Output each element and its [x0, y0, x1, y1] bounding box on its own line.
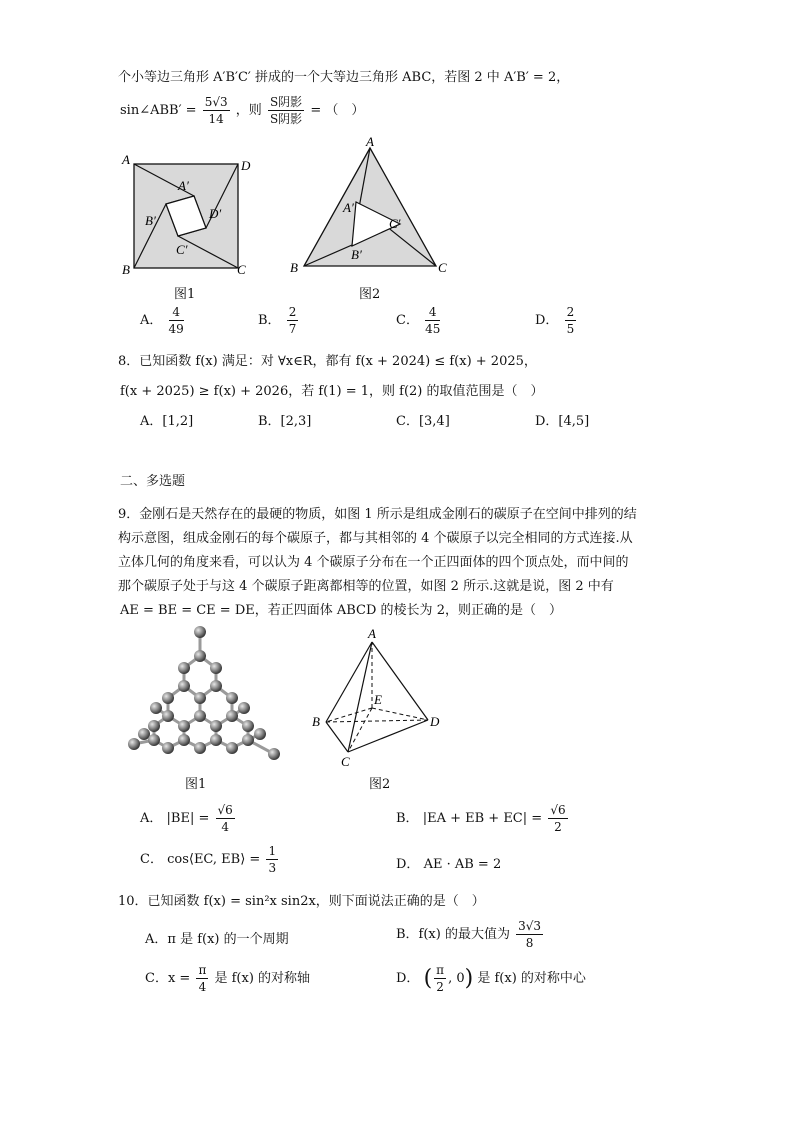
q7-option-a-letter: A．	[140, 313, 163, 328]
q8-line2: f(x + 2025) ≥ f(x) + 2026，若 f(1) = 1，则 f(2) 的取值范围是（ ）	[120, 384, 544, 399]
q9-option-b-den: 2	[554, 820, 562, 834]
q7-option-b-num: 2	[288, 305, 297, 319]
q9-line2: 构示意图，组成金刚石的每个碳原子，都与其相邻的 4 个碳原子以完全相同的方式连接.从	[118, 531, 633, 546]
q9-option-c-num: 1	[268, 844, 277, 858]
q9-option-b[interactable]	[396, 804, 570, 833]
q7-line1: 个小等边三角形 A′B′C′ 拼成的一个大等边三角形 ABC，若图 2 中 A′B′ = 2，	[118, 70, 570, 85]
q9-line5: AE = BE = CE = DE，若正四面体 ABCD 的棱长为 2，则正确的是（ ）	[120, 603, 562, 618]
q10-option-d-num: π	[436, 963, 445, 977]
q7-sin-fraction	[203, 96, 230, 125]
q10-option-c-den: 4	[198, 980, 207, 994]
q10-line1: 10．已知函数 f(x) = sin²x sin2x，则下面说法正确的是（ ）	[118, 894, 485, 909]
q10-option-c-num: π	[198, 963, 207, 977]
q7-fig1-caption: 图1	[174, 287, 196, 302]
tet-label-C: C	[341, 754, 350, 769]
q10-option-b[interactable]	[396, 920, 545, 949]
q10-option-d-letter: D．	[396, 971, 420, 986]
q9-option-d[interactable]	[396, 853, 501, 872]
q9-fig2-caption: 图2	[369, 777, 391, 792]
q10-option-b-text: B．f(x) 的最大值为	[396, 927, 510, 942]
q7-option-c[interactable]	[396, 306, 442, 335]
q8-option-d[interactable]: D．[4,5]	[535, 414, 590, 429]
q7-option-d-den: 5	[566, 322, 575, 336]
q7-ratio-tail: = （ ）	[310, 103, 365, 118]
q10-option-d[interactable]: D． ( $\frac{\pi}{2}$ , 0) 是 f(x) 的对称中心	[396, 963, 586, 994]
q7-option-d-letter: D．	[535, 313, 559, 328]
q7-figure2	[290, 134, 450, 278]
q9-option-c[interactable]	[140, 845, 280, 874]
fig1-label-C2: C′	[176, 242, 188, 257]
q7-line2	[120, 96, 364, 125]
q8-option-a[interactable]: A．[1,2]	[140, 414, 194, 429]
q7-sin-den: 14	[208, 112, 224, 126]
q9-option-b-expr: |EA + EB + EC| =	[422, 811, 543, 826]
q7-figure1	[118, 150, 258, 280]
q9-option-c-letter: C．	[140, 852, 163, 867]
q9-option-a-expr: |BE| =	[166, 811, 210, 826]
q8-option-c[interactable]: C．[3,4]	[396, 414, 450, 429]
tet-label-E: E	[374, 692, 382, 707]
fig1-label-C: C	[237, 262, 246, 277]
tet-label-D: D	[430, 714, 440, 729]
fig1-label-D2: D′	[209, 206, 222, 221]
q9-figure2-tetrahedron	[312, 628, 452, 768]
q7-option-d-num: 2	[566, 305, 575, 319]
q9-line1: 9．金刚石是天然存在的最硬的物质，如图 1 所示是组成金刚石的碳原子在空间中排列的结	[118, 507, 637, 522]
q9-option-d-expr: AE · AB = 2	[423, 857, 502, 872]
q7-option-c-num: 4	[425, 306, 440, 321]
fig2-label-C: C	[438, 260, 447, 275]
fig2-label-B2: B′	[351, 247, 362, 262]
q7-ratio-num: S阴影	[269, 95, 303, 109]
q9-option-a-den: 4	[221, 820, 229, 834]
fig2-label-A2: A′	[343, 200, 354, 215]
q9-line4: 那个碳原子处于与这 4 个碳原子距离都相等的位置，如图 2 所示.这就是说，图 2 中有	[118, 579, 614, 594]
q7-then: ，则	[235, 103, 262, 118]
fig1-label-A: A	[122, 152, 130, 167]
q10-option-a[interactable]: A．π 是 f(x) 的一个周期	[145, 932, 289, 947]
q7-ratio-fraction	[268, 96, 304, 125]
q9-option-b-letter: B．	[396, 811, 419, 826]
fig2-label-A: A	[366, 134, 374, 149]
q10-option-d-mid: , 0	[448, 971, 465, 986]
q7-option-c-letter: C．	[396, 313, 419, 328]
q7-option-b[interactable]	[258, 306, 300, 335]
section-title-multi-choice: 二、多选题	[120, 474, 186, 489]
q9-option-a-letter: A．	[140, 811, 163, 826]
fig1-label-B2: B′	[145, 213, 156, 228]
q10-option-b-num: 3√3	[518, 919, 542, 933]
q10-option-c-text: C．x =	[145, 971, 191, 986]
tet-label-A: A	[368, 626, 376, 641]
fig2-label-B: B	[290, 260, 298, 275]
q9-option-c-den: 3	[268, 861, 277, 875]
q9-figure1-diamond-lattice	[124, 622, 284, 762]
q7-fig2-caption: 图2	[359, 287, 381, 302]
q7-option-b-letter: B．	[258, 313, 281, 328]
q9-option-a[interactable]	[140, 804, 237, 833]
q7-option-c-den: 45	[425, 322, 441, 336]
q10-option-c[interactable]	[145, 964, 310, 993]
q7-sin-num: 5√3	[204, 95, 228, 109]
fig1-label-D: D	[241, 158, 251, 173]
q9-option-b-num: √6	[550, 803, 566, 817]
q8-line1: 8．已知函数 f(x) 满足：对 ∀x∈R，都有 f(x + 2024) ≤ f(x) + 2025，	[118, 354, 537, 369]
fig1-label-A2: A′	[178, 178, 189, 193]
q8-option-b[interactable]: B．[2,3]	[258, 414, 312, 429]
q7-option-d[interactable]	[535, 306, 578, 335]
tet-label-B: B	[312, 714, 320, 729]
q9-option-c-expr: cos⟨EC, EB⟩ =	[167, 852, 261, 867]
fig1-label-B: B	[122, 262, 130, 277]
q7-option-a-den: 49	[168, 322, 184, 336]
q10-option-c-tail: 是 f(x) 的对称轴	[214, 971, 311, 986]
q9-option-a-num: √6	[217, 803, 233, 817]
q10-option-b-den: 8	[525, 936, 534, 950]
q10-option-d-tail: 是 f(x) 的对称中心	[477, 971, 586, 986]
q9-line3: 立体几何的角度来看，可以认为 4 个碳原子分布在一个正四面体的四个顶点处，而中间的	[118, 555, 629, 570]
fig2-label-C2: C′	[389, 216, 401, 231]
q9-fig1-caption: 图1	[185, 777, 207, 792]
q7-sin-prefix: sin∠ABB′ =	[120, 103, 197, 118]
q7-option-b-den: 7	[288, 322, 297, 336]
q10-option-d-den: 2	[436, 980, 444, 994]
q9-option-d-letter: D．	[396, 857, 420, 872]
q7-option-a-num: 4	[169, 306, 184, 321]
q7-option-a[interactable]	[140, 306, 186, 335]
q7-ratio-den: S阴影	[269, 112, 303, 126]
